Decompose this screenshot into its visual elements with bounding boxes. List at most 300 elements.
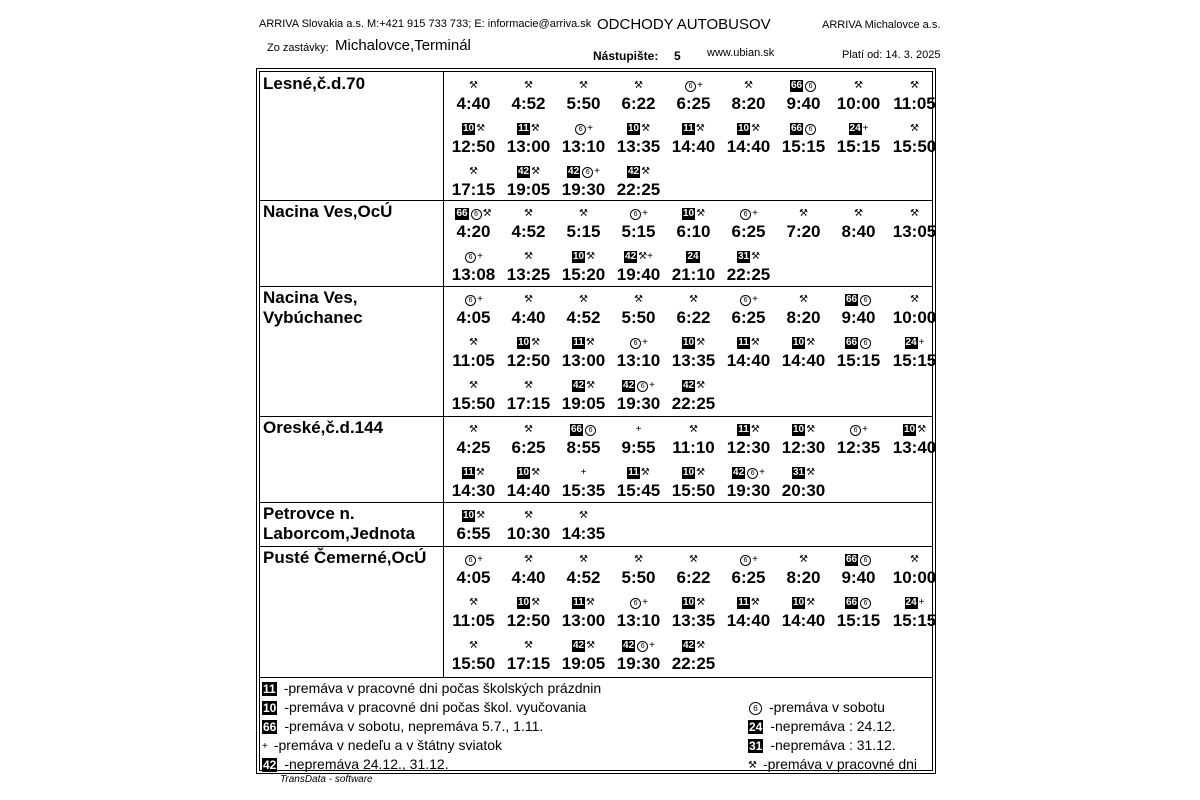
- departure-time: 15:15: [836, 351, 881, 370]
- route-divider: [260, 546, 932, 547]
- workday-hammer-icon: ⚒: [696, 597, 706, 609]
- departure-cell: [721, 552, 776, 587]
- departure-time: 10:30: [506, 524, 551, 543]
- workday-hammer-icon: ⚒: [641, 123, 651, 135]
- workday-hammer-icon: ⚒: [469, 80, 478, 92]
- departure-cell: [501, 552, 556, 587]
- legend-text: -premáva v pracovné dni: [762, 756, 918, 772]
- departure-time: 13:10: [561, 137, 606, 156]
- departure-time: 19:05: [561, 394, 606, 413]
- workday-hammer-icon: ⚒: [910, 80, 919, 92]
- restriction-badge: 24: [905, 597, 917, 609]
- workday-hammer-icon: ⚒: [531, 337, 541, 349]
- departure-cell: [611, 595, 666, 630]
- restriction-badge: 42: [572, 380, 585, 392]
- workday-hammer-icon: ⚒: [695, 123, 705, 135]
- departure-time: 4:52: [511, 222, 546, 241]
- workday-hammer-icon: ⚒: [469, 166, 478, 178]
- departure-cell: [556, 78, 611, 113]
- departure-notes: [831, 595, 886, 611]
- departure-time: 6:25: [511, 438, 546, 457]
- saturday-circle-icon: 6: [850, 425, 861, 436]
- saturday-circle-icon: 6: [582, 167, 593, 178]
- departure-notes: [887, 422, 942, 438]
- departure-time: 13:00: [561, 611, 606, 630]
- departure-cell: [666, 378, 721, 413]
- departure-notes: [611, 292, 666, 308]
- route-divider: [260, 677, 932, 678]
- departure-time: 19:05: [561, 654, 606, 673]
- departure-cell: [776, 206, 831, 241]
- restriction-badge: 10: [682, 208, 695, 220]
- departure-time: 6:25: [731, 568, 766, 587]
- workday-hammer-icon: ⚒: [854, 80, 863, 92]
- departure-notes: [776, 292, 831, 308]
- departure-notes: [776, 552, 831, 568]
- departure-cell: [666, 249, 721, 284]
- departure-notes: [556, 249, 611, 265]
- departure-notes: [501, 638, 556, 654]
- workday-hammer-icon: ⚒: [696, 337, 706, 349]
- restriction-badge: 42: [625, 251, 637, 263]
- legend-item: [748, 737, 896, 754]
- restriction-badge: 11: [738, 597, 749, 609]
- departure-notes: [776, 121, 831, 137]
- departure-cell: [556, 378, 611, 413]
- departure-time: 12:50: [506, 611, 551, 630]
- departure-time: 15:15: [781, 137, 826, 156]
- valid-from: Platí od: 14. 3. 2025: [842, 49, 941, 61]
- departure-notes: [611, 249, 666, 265]
- workday-hammer-icon: ⚒: [696, 380, 706, 392]
- departure-time: 13:25: [506, 265, 551, 284]
- legend-item: [262, 756, 449, 773]
- column-divider: [443, 72, 444, 677]
- departure-time: 8:40: [841, 222, 876, 241]
- departure-cell: [887, 595, 942, 630]
- departure-time: 11:05: [452, 351, 495, 370]
- restriction-badge: 10: [737, 123, 750, 135]
- workday-hammer-icon: ⚒: [910, 123, 919, 135]
- departure-cell: [776, 292, 831, 327]
- departure-time: 5:15: [621, 222, 656, 241]
- departure-cell: [611, 164, 666, 199]
- saturday-circle-icon: 6: [465, 252, 476, 263]
- restriction-badge: 10: [517, 467, 530, 479]
- departure-time: 15:35: [561, 481, 606, 500]
- departure-cell: [611, 292, 666, 327]
- workday-hammer-icon: ⚒: [751, 123, 761, 135]
- legend-key: [262, 737, 268, 755]
- departure-notes: [446, 378, 501, 394]
- departure-notes: [666, 422, 721, 438]
- departure-notes: [666, 378, 721, 394]
- departure-notes: [501, 292, 556, 308]
- departure-notes: [556, 292, 611, 308]
- restriction-badge: 11: [683, 123, 694, 135]
- workday-hammer-icon: ⚒: [469, 597, 478, 609]
- departure-notes: [721, 595, 776, 611]
- departure-time: 15:50: [451, 394, 496, 413]
- departure-notes: [721, 121, 776, 137]
- departure-time: 4:52: [566, 568, 601, 587]
- departure-notes: [776, 78, 831, 94]
- restriction-badge: 42: [627, 166, 640, 178]
- departure-time: 19:30: [561, 180, 606, 199]
- departure-cell: [446, 595, 501, 630]
- sunday-plus-icon: +: [642, 597, 648, 609]
- departure-time: 4:05: [456, 568, 491, 587]
- departure-notes: [666, 638, 721, 654]
- saturday-circle-icon: 6: [637, 381, 648, 392]
- departure-notes: [887, 78, 942, 94]
- departure-cell: [611, 552, 666, 587]
- departure-time: 14:40: [671, 137, 716, 156]
- restriction-badge: 31: [737, 251, 750, 263]
- departure-time: 13:35: [616, 137, 661, 156]
- workday-hammer-icon: ⚒: [524, 208, 533, 220]
- workday-hammer-icon: ⚒: [475, 467, 485, 479]
- departure-cell: [556, 164, 611, 199]
- workday-hammer-icon: ⚒: [854, 208, 863, 220]
- workday-hammer-icon: ⚒: [524, 510, 533, 522]
- departure-cell: [721, 465, 776, 500]
- saturday-circle-icon: 6: [637, 641, 648, 652]
- departure-cell: [776, 121, 831, 156]
- departure-notes: [776, 465, 831, 481]
- workday-hammer-icon: ⚒: [910, 554, 919, 566]
- departure-cell: [556, 422, 611, 457]
- restriction-badge: 11: [573, 597, 584, 609]
- route-divider: [260, 502, 932, 503]
- restriction-badge: 10: [792, 337, 805, 349]
- departure-cell: [666, 78, 721, 113]
- departure-time: 13:00: [561, 351, 606, 370]
- departure-cell: [831, 206, 886, 241]
- workday-hammer-icon: ⚒: [476, 510, 486, 522]
- workday-hammer-icon: ⚒: [579, 510, 588, 522]
- legend-badge: 10: [263, 701, 277, 716]
- departure-cell: [501, 508, 556, 543]
- saturday-circle-icon: 6: [630, 598, 641, 609]
- departure-cell: [611, 206, 666, 241]
- departure-cell: [887, 292, 942, 327]
- departure-time: 15:15: [892, 351, 937, 370]
- departure-cell: [556, 335, 611, 370]
- route-divider: [260, 200, 932, 201]
- departure-time: 19:30: [726, 481, 771, 500]
- departure-time: 14:40: [781, 611, 826, 630]
- stop-label: Zo zastávky:: [267, 42, 329, 54]
- departure-notes: [501, 465, 556, 481]
- sunday-plus-icon: +: [477, 554, 483, 566]
- departure-notes: [721, 465, 776, 481]
- departure-time: 6:25: [731, 308, 766, 327]
- departure-cell: [501, 78, 556, 113]
- departure-time: 12:30: [726, 438, 771, 457]
- saturday-circle-icon: 6: [471, 209, 482, 220]
- departure-time: 17:15: [451, 180, 496, 199]
- departure-time: 13:35: [671, 351, 716, 370]
- workday-hammer-icon: ⚒: [469, 424, 478, 436]
- departure-time: 15:45: [616, 481, 661, 500]
- departure-time: 10:00: [892, 308, 937, 327]
- departure-notes: [611, 378, 666, 394]
- restriction-badge: 66: [790, 123, 803, 135]
- departure-time: 4:52: [566, 308, 601, 327]
- departure-time: 17:15: [506, 654, 551, 673]
- workday-hammer-icon: ⚒: [750, 337, 760, 349]
- departure-time: 8:20: [786, 308, 821, 327]
- departure-time: 12:50: [506, 351, 551, 370]
- departure-cell: [776, 465, 831, 500]
- departure-time: 9:40: [786, 94, 821, 113]
- departure-cell: [501, 249, 556, 284]
- departure-cell: [556, 595, 611, 630]
- departure-cell: [776, 552, 831, 587]
- sunday-plus-icon: +: [477, 294, 483, 306]
- legend-text: -nepremáva : 31.12.: [770, 737, 896, 753]
- departure-time: 10:00: [836, 94, 881, 113]
- departure-cell: [721, 121, 776, 156]
- restriction-badge: 42: [623, 640, 635, 652]
- saturday-circle-icon: 6: [805, 81, 816, 92]
- restriction-badge: 10: [462, 510, 475, 522]
- platform-value: 5: [674, 49, 681, 63]
- departure-notes: [556, 595, 611, 611]
- saturday-circle-icon: 6: [630, 209, 641, 220]
- departure-notes: [501, 78, 556, 94]
- departure-cell: [666, 292, 721, 327]
- departure-time: 8:20: [731, 94, 766, 113]
- restriction-badge: 24: [849, 123, 861, 135]
- workday-hammer-icon: ⚒: [910, 208, 919, 220]
- restriction-badge: 10: [792, 597, 805, 609]
- workday-hammer-icon: ⚒: [586, 380, 596, 392]
- departure-time: 19:30: [616, 394, 661, 413]
- departure-time: 4:40: [511, 308, 546, 327]
- departure-cell: [501, 206, 556, 241]
- header-company-left: ARRIVA Slovakia a.s. M:+421 915 733 733; E: informacie@arriva.sk: [259, 18, 592, 30]
- route-stop-name: Pusté Čemerné,OcÚ: [263, 548, 427, 567]
- departure-time: 5:50: [621, 568, 656, 587]
- departure-notes: [556, 465, 611, 481]
- header-company-right: ARRIVA Michalovce a.s.: [822, 19, 941, 31]
- saturday-circle-icon: 6: [860, 295, 871, 306]
- departure-notes: [556, 552, 611, 568]
- saturday-circle-icon: 6: [805, 124, 816, 135]
- departure-time: 15:15: [836, 137, 881, 156]
- sunday-plus-icon: +: [918, 337, 925, 349]
- departure-notes: [666, 249, 721, 265]
- departure-cell: [556, 638, 611, 673]
- restriction-badge: 10: [903, 424, 916, 436]
- restriction-badge: 10: [627, 123, 640, 135]
- sunday-plus-icon: +: [580, 467, 587, 479]
- legend-text: -nepremáva 24.12., 31.12.: [284, 756, 449, 772]
- workday-hammer-icon: ⚒: [586, 640, 596, 652]
- departure-time: 13:35: [671, 611, 716, 630]
- departure-cell: [721, 335, 776, 370]
- sunday-plus-icon: +: [697, 80, 703, 92]
- sunday-plus-icon: +: [752, 208, 758, 220]
- departure-notes: [666, 206, 721, 222]
- restriction-badge: 24: [687, 251, 699, 263]
- restriction-badge: 11: [738, 337, 749, 349]
- timetable-frame: [256, 68, 936, 774]
- departure-time: 19:40: [616, 265, 661, 284]
- departure-time: 4:40: [456, 94, 491, 113]
- departure-cell: [831, 422, 886, 457]
- restriction-badge: 10: [517, 597, 530, 609]
- departure-notes: [721, 422, 776, 438]
- restriction-badge: 11: [738, 424, 749, 436]
- route-stop-name: Petrovce n. Laborcom,Jednota: [263, 504, 416, 543]
- sunday-plus-icon: +: [862, 424, 868, 436]
- departure-notes: [446, 78, 501, 94]
- departure-notes: [446, 595, 501, 611]
- departure-time: 8:20: [786, 568, 821, 587]
- restriction-badge: 66: [845, 597, 858, 609]
- departure-notes: [446, 164, 501, 180]
- legend-badge: 11: [263, 682, 276, 697]
- departure-cell: [446, 508, 501, 543]
- departure-time: 4:52: [511, 94, 546, 113]
- departure-cell: [556, 508, 611, 543]
- timetable: [259, 71, 937, 773]
- sunday-plus-icon: +: [759, 467, 765, 479]
- restriction-badge: 10: [517, 337, 530, 349]
- departure-notes: [887, 206, 942, 222]
- restriction-badge: 11: [463, 467, 474, 479]
- legend-key: [748, 718, 764, 735]
- restriction-badge: 42: [623, 380, 635, 392]
- departure-notes: [556, 335, 611, 351]
- route-divider: [260, 416, 932, 417]
- departure-cell: [887, 335, 942, 370]
- workday-hammer-icon: ⚒: [531, 597, 541, 609]
- departure-cell: [611, 378, 666, 413]
- departure-time: 9:40: [841, 308, 876, 327]
- departure-notes: [776, 422, 831, 438]
- departure-time: 11:10: [672, 438, 715, 457]
- departure-cell: [556, 249, 611, 284]
- workday-hammer-icon: ⚒: [750, 597, 760, 609]
- restriction-badge: 66: [790, 80, 803, 92]
- workday-hammer-icon: ⚒: [524, 640, 533, 652]
- departure-cell: [446, 249, 501, 284]
- workday-hammer-icon: ⚒: [696, 467, 706, 479]
- departure-time: 14:35: [561, 524, 606, 543]
- sunday-plus-icon: +: [262, 740, 268, 752]
- departure-time: 14:40: [726, 351, 771, 370]
- sunday-plus-icon: +: [649, 380, 655, 392]
- saturday-circle-icon: 6: [860, 555, 871, 566]
- departure-notes: [446, 292, 501, 308]
- departure-time: 22:25: [616, 180, 661, 199]
- departure-time: 17:15: [506, 394, 551, 413]
- departure-cell: [611, 422, 666, 457]
- departure-notes: [446, 552, 501, 568]
- departure-cell: [721, 422, 776, 457]
- departure-cell: [501, 422, 556, 457]
- departure-notes: [556, 78, 611, 94]
- legend-text: -premáva v nedeľu a v štátny sviatok: [273, 737, 503, 753]
- departure-notes: [611, 638, 666, 654]
- workday-hammer-icon: ⚒: [641, 166, 651, 178]
- legend-key: [748, 756, 757, 774]
- departure-notes: [721, 552, 776, 568]
- workday-hammer-icon: ⚒: [744, 80, 753, 92]
- saturday-circle-icon: 6: [465, 295, 476, 306]
- departure-time: 15:50: [671, 481, 716, 500]
- departure-notes: [721, 249, 776, 265]
- departure-time: 14:40: [781, 351, 826, 370]
- departure-cell: [446, 638, 501, 673]
- departure-time: 19:30: [616, 654, 661, 673]
- restriction-badge: 11: [518, 123, 529, 135]
- saturday-circle-icon: 6: [740, 555, 751, 566]
- departure-cell: [721, 206, 776, 241]
- departure-time: 22:25: [671, 654, 716, 673]
- sunday-plus-icon: +: [862, 123, 869, 135]
- departure-cell: [887, 206, 942, 241]
- departure-cell: [501, 378, 556, 413]
- departure-time: 10:00: [892, 568, 937, 587]
- departure-notes: [446, 121, 501, 137]
- departure-notes: [556, 378, 611, 394]
- saturday-circle-icon: 6: [585, 425, 596, 436]
- departure-cell: [887, 422, 942, 457]
- workday-hammer-icon: ⚒: [469, 640, 478, 652]
- workday-hammer-icon: ⚒: [524, 380, 533, 392]
- legend-key: [748, 737, 764, 754]
- sunday-plus-icon: +: [477, 251, 483, 263]
- page-title: ODCHODY AUTOBUSOV: [597, 16, 771, 33]
- departure-time: 6:25: [731, 222, 766, 241]
- sunday-plus-icon: +: [635, 424, 642, 436]
- workday-hammer-icon: ⚒: [689, 554, 698, 566]
- departure-time: 6:25: [676, 94, 711, 113]
- departure-notes: [501, 249, 556, 265]
- departure-cell: [611, 121, 666, 156]
- restriction-badge: 10: [792, 424, 805, 436]
- departure-notes: [556, 206, 611, 222]
- departure-cell: [501, 465, 556, 500]
- departure-time: 22:25: [726, 265, 771, 284]
- sunday-plus-icon: +: [587, 123, 593, 135]
- departure-cell: [446, 465, 501, 500]
- departure-cell: [446, 552, 501, 587]
- departure-notes: [501, 595, 556, 611]
- legend-text: -premáva v sobotu, nepremáva 5.7., 1.11.: [284, 718, 544, 734]
- workday-hammer-icon: ⚒: [530, 123, 540, 135]
- departure-cell: [446, 378, 501, 413]
- departure-notes: [446, 206, 501, 222]
- departure-time: 8:55: [566, 438, 601, 457]
- restriction-badge: 11: [573, 337, 584, 349]
- departure-notes: [611, 335, 666, 351]
- sunday-plus-icon: +: [649, 640, 655, 652]
- departure-cell: [831, 552, 886, 587]
- saturday-circle-icon: 6: [747, 468, 758, 479]
- departure-cell: [501, 595, 556, 630]
- workday-hammer-icon: ⚒: [806, 467, 816, 479]
- workday-hammer-icon: ⚒: [524, 554, 533, 566]
- legend-key: [262, 699, 278, 716]
- footer-software: TransData - software: [280, 774, 373, 785]
- restriction-badge: 66: [845, 294, 858, 306]
